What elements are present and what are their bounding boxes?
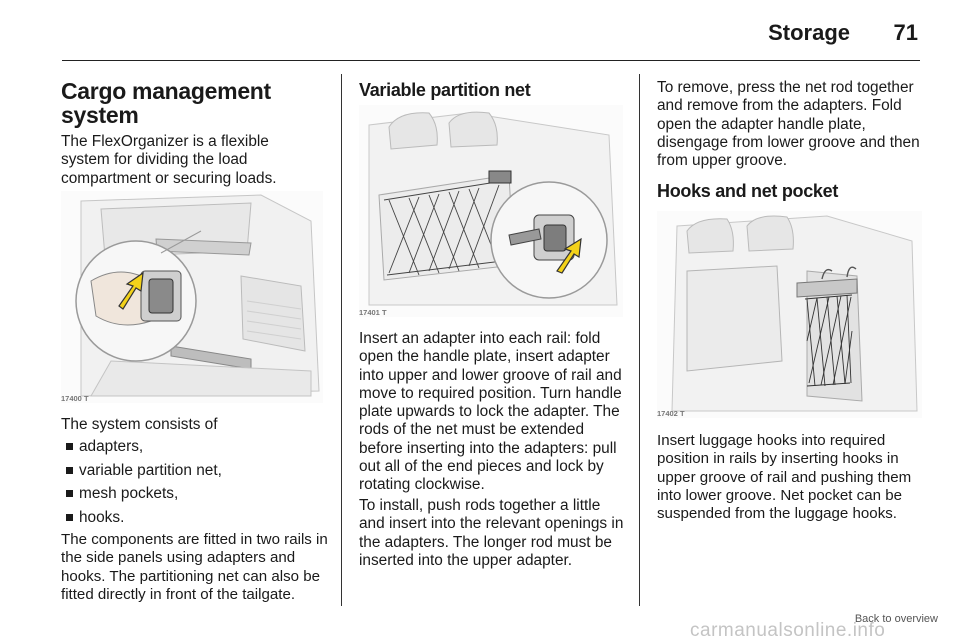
consists-of-text: The system consists of xyxy=(61,416,218,433)
back-to-overview-link[interactable]: Back to overview xyxy=(854,613,938,625)
heading-hooks-net-pocket: Hooks and net pocket xyxy=(657,181,839,201)
page-number: 71 xyxy=(893,20,918,45)
install-paragraph: To install, push rods together a little and insert into the relevant openings in the adapters. The longer rod must be inserted into the upper adapter. xyxy=(359,497,624,569)
figure-code: 17402 T xyxy=(657,409,685,418)
figure-code: 17401 T xyxy=(359,308,387,317)
page-header xyxy=(62,12,920,61)
remove-paragraph: To remove, press the net rod together and remove from the adapters. Fold open the adapter handle plate, disengage from lower groove and then from upper groove. xyxy=(657,79,920,170)
figure-hooks-net-pocket xyxy=(657,211,922,418)
column-divider xyxy=(639,74,640,606)
rails-paragraph: The components are fitted in two rails in the side panels using adapters and hooks. The partitioning net can also be fitted directly in front of the tailgate. xyxy=(61,531,328,603)
illustration-partition-net xyxy=(359,105,623,317)
component-list xyxy=(61,435,321,529)
figure-partition-net xyxy=(359,105,623,317)
watermark: carmanualsonline.info xyxy=(690,620,886,641)
column-divider xyxy=(341,74,342,606)
figure-code: 17400 T xyxy=(61,394,89,403)
illustration-load-compartment xyxy=(61,191,323,403)
hooks-paragraph: Insert luggage hooks into required position in rails by inserting hooks in upper groove of rail and pushing them into lower groove. Net pocket can be suspended from the luggage hooks. xyxy=(657,432,912,523)
figure-cargo-rail-adapter xyxy=(61,191,323,403)
insert-adapter-paragraph: Insert an adapter into each rail: fold open the handle plate, insert adapter into upper and lower groove of rail and move to required position. Turn handle plate upwards to lock the adapter. The rods of the net must be extended before inserting into the adapters: pull out all of the end pieces and lock by rotating clockwise. xyxy=(359,330,622,494)
illustration-net-pocket xyxy=(657,211,922,418)
list-item: adapters, xyxy=(61,435,321,459)
section-title: Storage xyxy=(768,20,850,45)
list-item: mesh pockets, xyxy=(61,482,321,506)
list-item: hooks. xyxy=(61,506,321,530)
list-item: variable partition net, xyxy=(61,459,321,483)
heading-cargo-management: Cargo management system xyxy=(61,78,271,128)
heading-variable-partition-net: Variable partition net xyxy=(359,80,531,100)
intro-paragraph: The FlexOrganizer is a flexible system for dividing the load compartment or securing loads. xyxy=(61,133,277,187)
